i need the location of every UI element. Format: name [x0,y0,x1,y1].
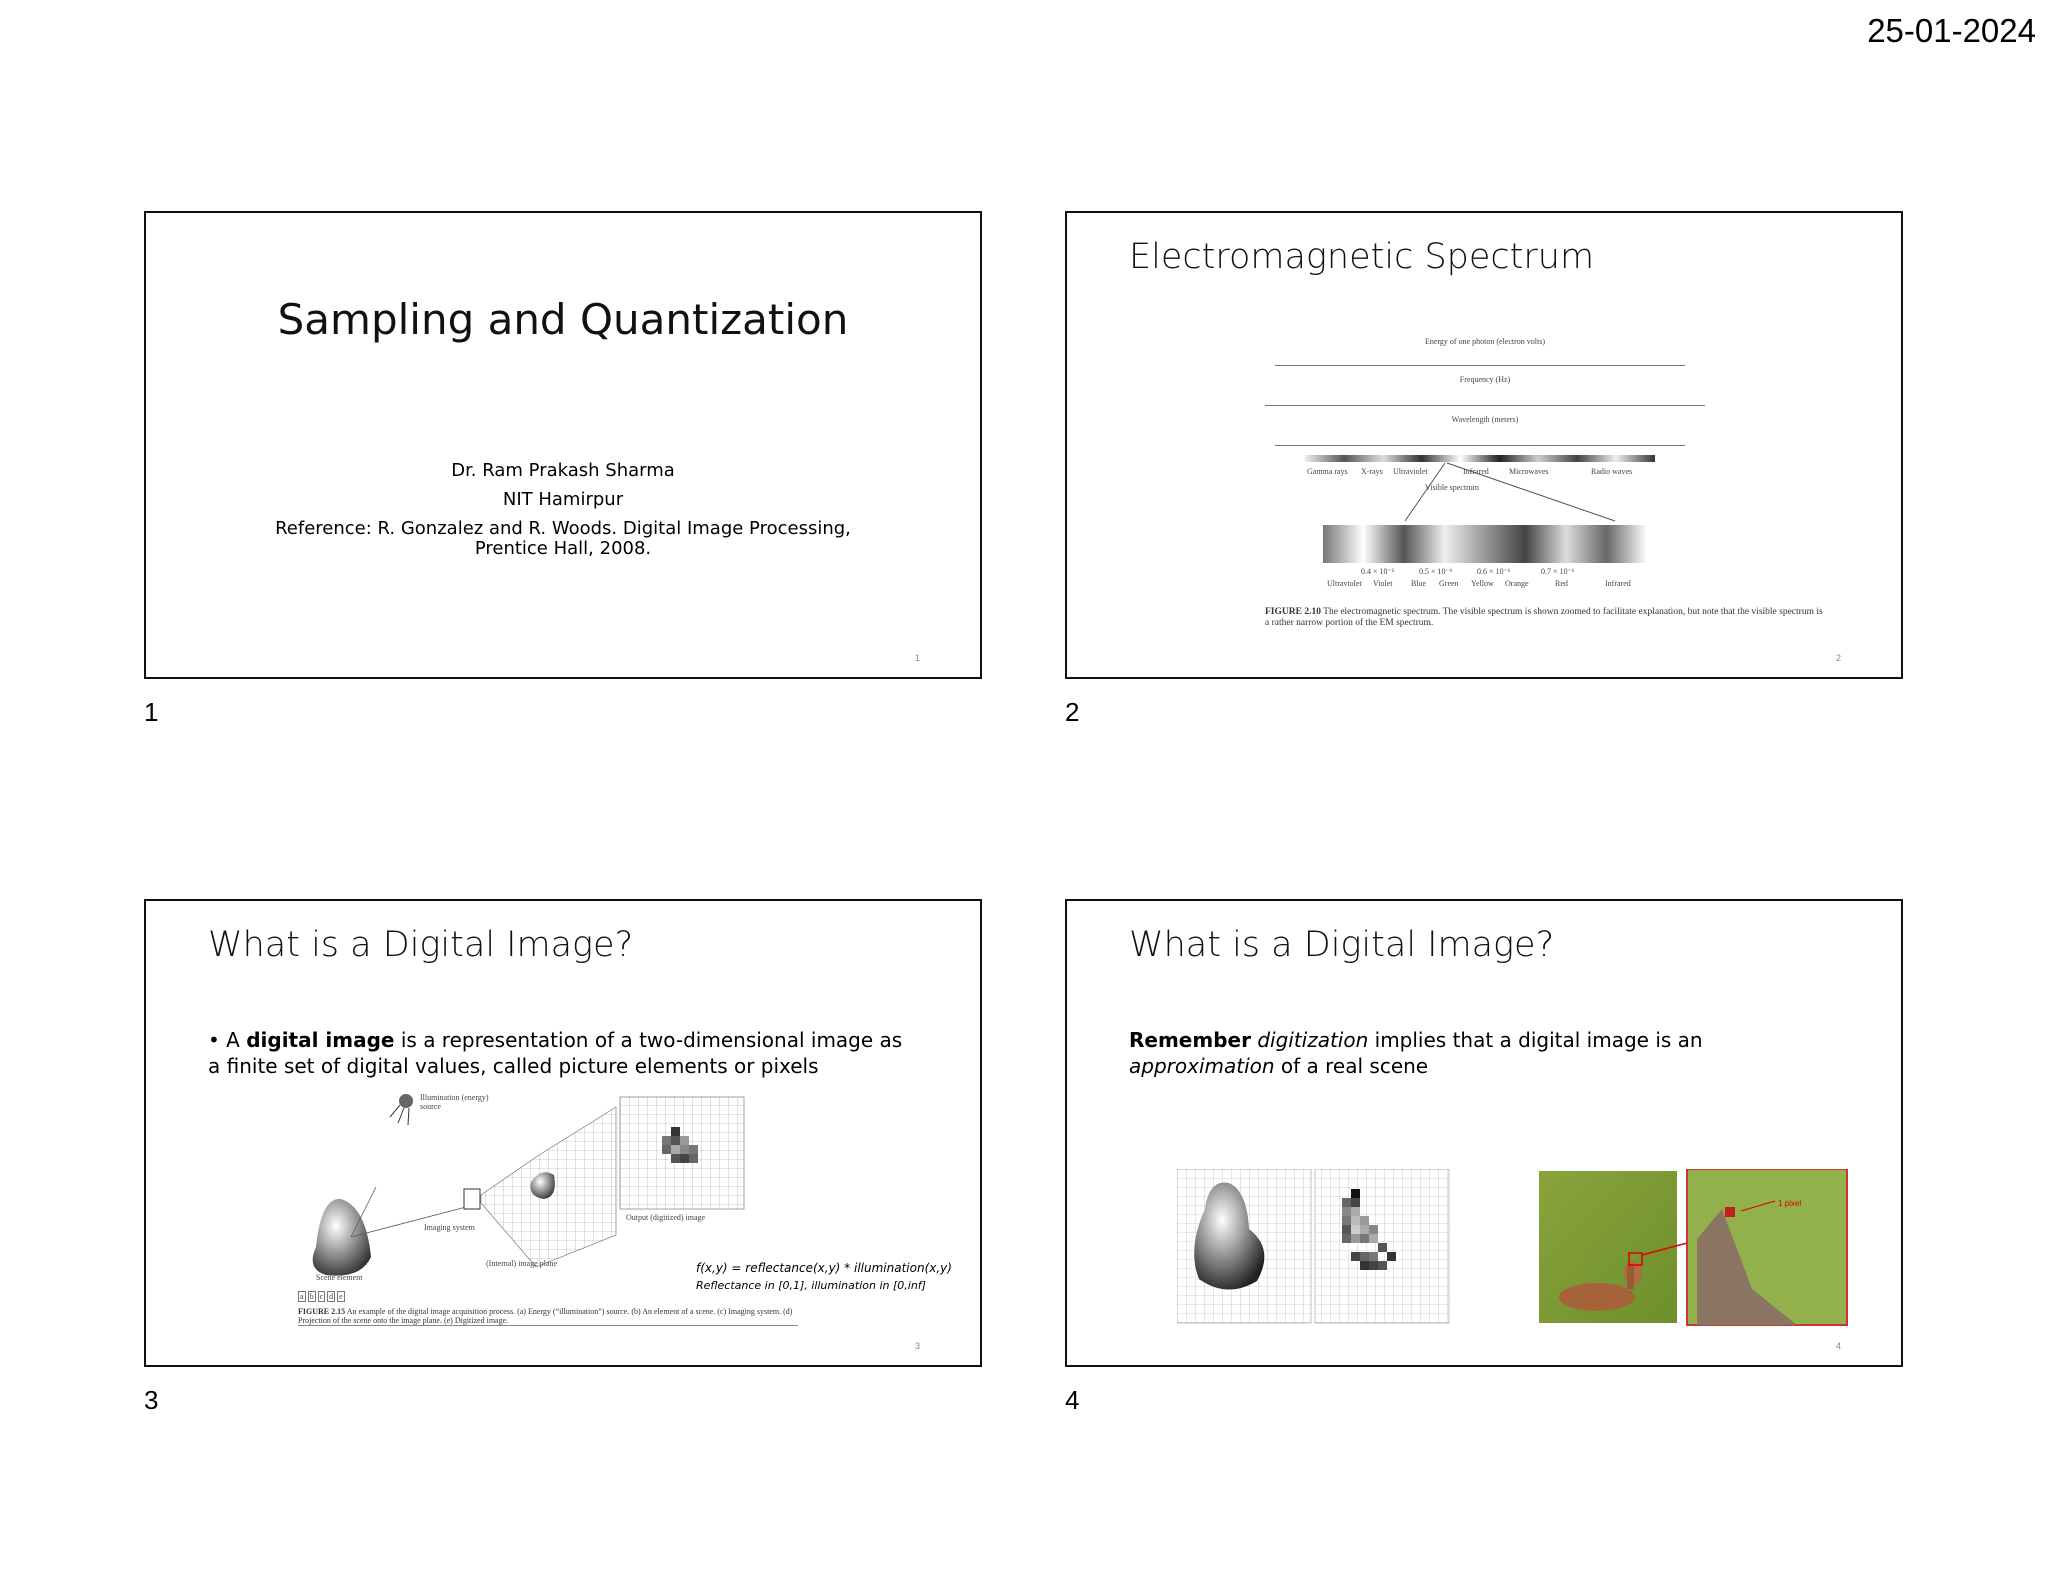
panel-d: d [329,1292,334,1301]
figure-caption-text: The electromagnetic spectrum. The visible spectrum is shown zoomed to facilitate explanation, but note that the visible spectrum is a rather narrow portion of the EM spectrum. [1265,607,1823,628]
slide-4[interactable] [1065,899,1903,1367]
acquisition-drawing [296,1087,856,1337]
color-blue: Blue [1411,579,1427,588]
formula: f(x,y) = reflectance(x,y) * illumination(x,y) [696,1261,952,1275]
bullet-pre: A [226,1028,247,1052]
energy-axis-label: Energy of one photon (electron volts) [1424,337,1546,346]
slide-index-label: 3 [144,1385,159,1415]
slide-page-number: 1 [914,653,920,663]
wavelength-axis-label: Wavelength (meters) [1451,415,1519,424]
digitization-figure [1177,1169,1897,1329]
color-violet: Violet [1373,579,1393,588]
color-yellow: Yellow [1471,579,1494,588]
visible-spectrum-label: Visible spectrum [1425,483,1479,492]
slide-3[interactable] [144,899,982,1367]
band-ultraviolet: Ultraviolet [1393,467,1428,476]
band-xrays: X-rays [1361,467,1383,476]
remember-text [1129,1027,1849,1079]
frequency-axis-label: Frequency (Hz) [1459,375,1511,384]
image-plane-label: (Internal) image plane [486,1259,558,1268]
band-radio: Radio waves [1591,467,1633,476]
figure-caption-text: An example of the digital image acquisition process. (a) Energy (“illumination”) source. (b) An element of a scene. (c) Imaging system. (d) Projection of the scene onto the image plane. (e) Digitized image. [298,1307,793,1325]
zoom-lines [1265,337,1705,637]
slide-title: Electromagnetic Spectrum [1129,237,1595,277]
panel-c: c [319,1292,324,1301]
acquisition-figure [296,1087,856,1337]
bullet-text [208,1027,908,1079]
approximation-italic: approximation [1129,1054,1275,1078]
band-microwaves: Microwaves [1509,467,1549,476]
formula-note: Reflectance in [0,1], illumination in [0,inf] [696,1279,926,1292]
slide-title: What is a Digital Image? [1129,925,1555,965]
band-infrared: Infrared [1463,467,1489,476]
illumination-label: Illumination (energy) source [420,1093,489,1111]
pixel-label: 1 pixel [1778,1199,1802,1208]
panel-a: a [300,1292,304,1301]
color-green: Green [1439,579,1459,588]
visible-spectrum-band [1323,525,1647,563]
imaging-system-label: Imaging system [424,1223,475,1232]
reference-text: Reference: R. Gonzalez and R. Woods. Digital Image Processing, Prentice Hall, 2008. [275,518,851,559]
slide-title: What is a Digital Image? [208,925,634,965]
digitization-italic: digitization [1257,1028,1369,1052]
output-label: Output (digitized) image [626,1213,706,1222]
panel-b: b [309,1292,314,1301]
remember-mid: implies that a digital image is an [1368,1028,1703,1052]
figure-caption [1265,607,1825,629]
bullet-post: is a representation of a two-dimensional image as a finite set of digital values, called picture elements or pixels [208,1028,903,1078]
document-date: 25-01-2024 [1867,12,2036,49]
institute-name: NIT Hamirpur [502,489,624,510]
bullet-icon: • [208,1028,227,1052]
slide-page-number: 2 [1835,653,1841,663]
figure-caption-label: FIGURE 2.15 [298,1307,346,1316]
color-red: Red [1555,579,1568,588]
band-gamma: Gamma rays [1307,467,1348,476]
visible-tick-4: 0.7 × 10⁻⁶ [1541,567,1575,576]
slide-1[interactable] [144,211,982,679]
slide-page-number: 4 [1835,1341,1841,1351]
visible-tick-2: 0.5 × 10⁻⁶ [1419,567,1453,576]
author-name: Dr. Ram Prakash Sharma [451,460,675,481]
color-orange: Orange [1505,579,1529,588]
figure-caption-label: FIGURE 2.10 [1265,607,1321,617]
slide-index-label: 1 [144,697,159,727]
visible-tick-3: 0.6 × 10⁻⁶ [1477,567,1511,576]
panel-e: e [339,1292,343,1301]
scene-element-label: Scene element [316,1273,363,1282]
color-infrared: Infrared [1605,579,1631,588]
remember-end: of a real scene [1274,1054,1429,1078]
slide-2[interactable] [1065,211,1903,679]
bullet-bold: digital image [246,1028,395,1052]
figure-caption [298,1307,798,1326]
slide-index-label: 2 [1065,697,1080,727]
visible-tick-1: 0.4 × 10⁻⁶ [1361,567,1395,576]
slide-index-label: 4 [1065,1385,1080,1415]
color-ultraviolet: Ultraviolet [1327,579,1362,588]
slide-page-number: 3 [914,1341,920,1351]
panel-letters [298,1291,345,1302]
em-spectrum-figure [1265,337,1823,637]
slide-title: Sampling and Quantization [277,295,849,344]
remember-bold: Remember [1129,1028,1251,1052]
